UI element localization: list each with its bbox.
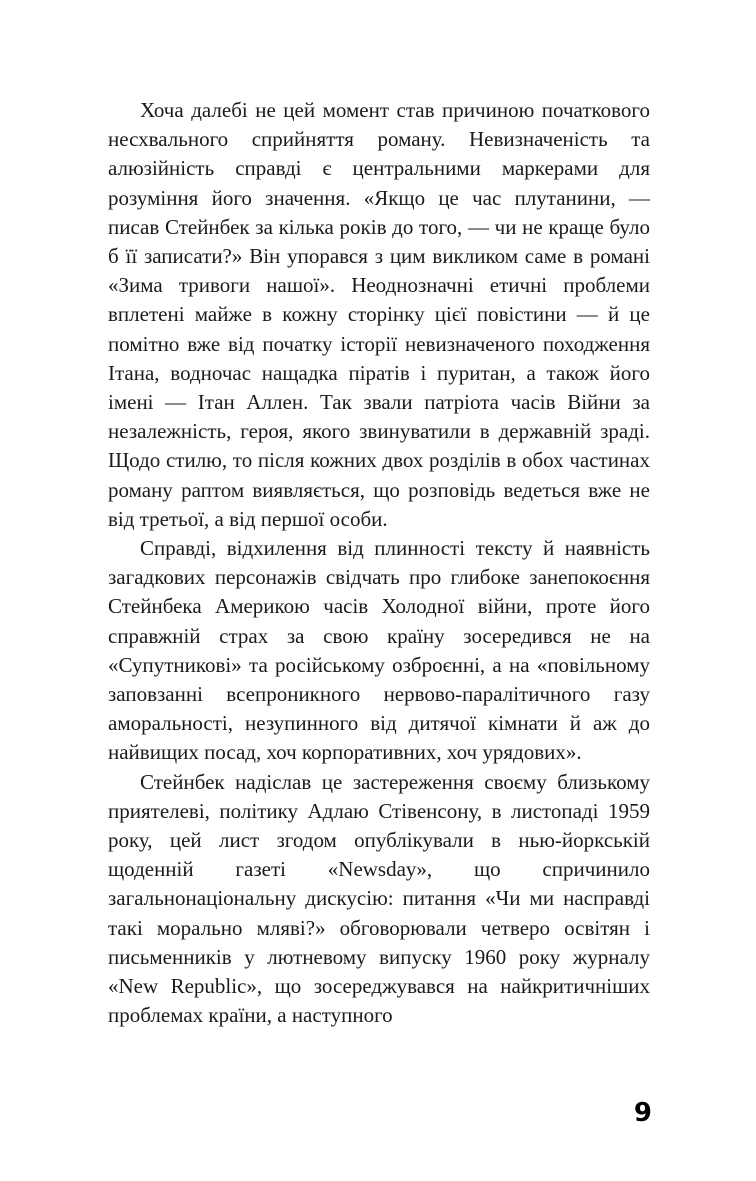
page-number: 9 xyxy=(633,1098,652,1128)
paragraph-2: Справді, відхилення від плинності тексту й наявність загадкових персонажів свідчать про глибоке занепокоєння Стейнбека Америкою часів Холодної війни, проте його справжній страх за свою країну зосередився не на «Супутникові» та російському озброєнні, а на «повільному заповзанні всепроникного нервово-паралітичного газу аморальності, незупинного від дитячої кімнати й аж до найвищих посад, хоч корпоративних, хоч урядових». xyxy=(108,536,650,765)
body-text xyxy=(108,96,650,1031)
paragraph-1: Хоча далебі не цей момент став причиною початкового несхвального сприйняття роману. Невизначеність та алюзійність справді є центральними маркерами для розуміння його значення. «Якщо це час плутанини, — писав Стейнбек за кілька років до того, — чи не краще було б її записати?» Він упорався з цим викликом саме в романі «Зима тривоги нашої». Неоднозначні етичні проблеми вплетені майже в кожну сторінку цієї повістини — й це помітно вже від початку історії невизначеного походження Ітана, водночас нащадка піратів і пуритан, а також його імені — Ітан Аллен. Так звали патріота часів Війни за незалежність, героя, якого звинуватили в державній зраді. Щодо стилю, то після кожних двох розділів в обох частинах роману раптом виявляється, що розповідь ведеться вже не від третьої, а від першої особи. xyxy=(108,98,650,531)
paragraph-3: Стейнбек надіслав це застереження своєму близькому приятелеві, політику Адлаю Стівенсону, в листопаді 1959 року, цей лист згодом опублікували в нью-йоркській щоденній газеті «Newsday», що спричинило загальнонаціональну дискусію: питання «Чи ми насправді такі морально мляві?» обговорювали четверо освітян і письменників у лютневому випуску 1960 року журналу «New Republic», що зосереджувався на найкритичніших проблемах країни, а наступного xyxy=(108,769,650,1028)
